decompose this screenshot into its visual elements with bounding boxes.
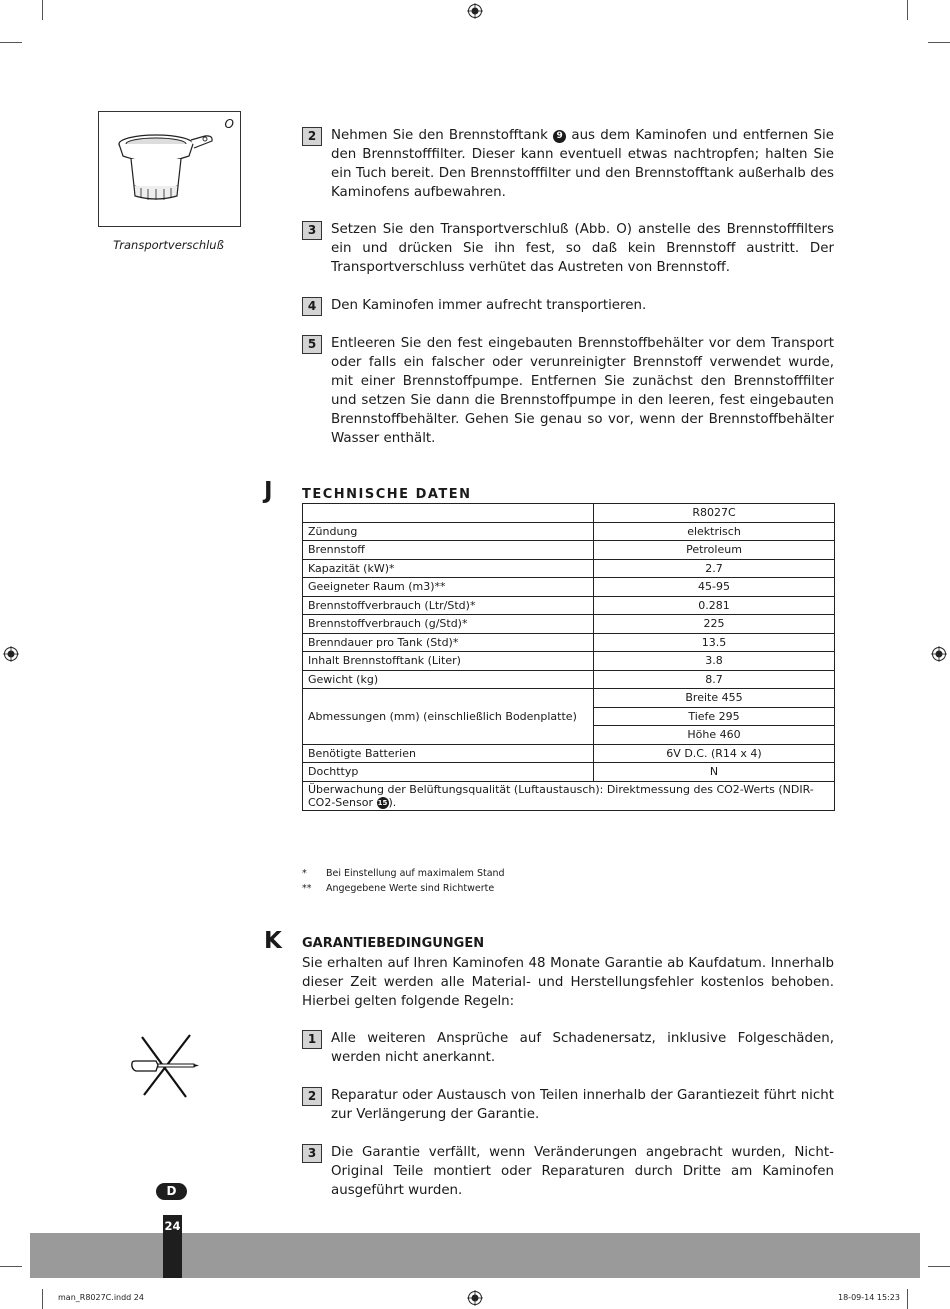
crop-mark [907, 0, 908, 20]
row-value: N [594, 763, 835, 782]
row-label: Brennstoffverbrauch (Ltr/Std)* [303, 596, 594, 615]
crop-mark [0, 1266, 22, 1267]
footer-file: man_R8027C.indd 24 [58, 1293, 144, 1302]
table-row [303, 541, 835, 560]
spec-table [302, 503, 835, 811]
transport-cap-illustration [117, 126, 217, 216]
step-number: 1 [302, 1030, 322, 1049]
row-value: 45-95 [594, 578, 835, 597]
step-number: 4 [302, 297, 322, 316]
part-ref-badge: 9 [553, 130, 566, 143]
crop-mark [928, 42, 950, 43]
page-number-tab [163, 1215, 182, 1278]
table-row [303, 504, 835, 523]
row-value: 225 [594, 615, 835, 634]
table-row [303, 559, 835, 578]
step-text: Die Garantie verfällt, wenn Veränderungen angebracht wurden, Nicht-Original Teile montiert oder Reparaturen durch Dritte am Kaminofen ausgeführt wurden. [331, 1145, 834, 1198]
crop-mark [0, 42, 22, 43]
step-number: 2 [302, 127, 322, 146]
table-row [303, 633, 835, 652]
step-text: Entleeren Sie den fest eingebauten Brennstoffbehälter vor dem Transport oder falls ein falscher oder verunreinigter Brennstoff verwendet wurde, mit einer Brennstoffpumpe. Entfernen Sie zunächst den Brennstofffilter und setzen Sie dann die Brennstoffpumpe in den leeren, fest eingebauten Brennstoffbehälter. Gehen Sie genau so vor, wenn der Brennstoffbehälter Wasser enthält. [331, 336, 834, 446]
section-letter: K [264, 928, 282, 954]
row-value: Tiefe 295 [594, 707, 835, 726]
registration-mark-icon [467, 1290, 483, 1306]
table-row [303, 781, 835, 810]
row-value: elektrisch [594, 522, 835, 541]
table-note: Überwachung der Belüftungsqualität (Luftaustausch): Direktmessung des CO2-Werts (NDIR-CO2-Sensor 15). [303, 781, 835, 810]
row-value: 3.8 [594, 652, 835, 671]
table-row [303, 615, 835, 634]
page-number: 24 [164, 1219, 181, 1233]
registration-mark-icon [467, 3, 483, 19]
step-text: Alle weiteren Ansprüche auf Schadenersatz, inklusive Folgeschäden, werden nicht anerkannt. [331, 1031, 834, 1065]
no-screwdriver-icon [128, 1033, 202, 1101]
row-value: 2.7 [594, 559, 835, 578]
footnote: * Bei Einstellung auf maximalem Stand [302, 868, 505, 879]
table-cell [303, 504, 594, 523]
row-label: Brennstoff [303, 541, 594, 560]
section-title: TECHNISCHE DATEN [302, 487, 472, 502]
step-text: Den Kaminofen immer aufrecht transportieren. [331, 298, 647, 313]
row-value: 6V D.C. (R14 x 4) [594, 744, 835, 763]
row-label: Abmessungen (mm) (einschließlich Bodenplatte) [303, 689, 594, 745]
footer-date: 18-09-14 15:23 [838, 1293, 900, 1302]
row-value: 0.281 [594, 596, 835, 615]
row-label: Kapazität (kW)* [303, 559, 594, 578]
row-label: Benötigte Batterien [303, 744, 594, 763]
model-header: R8027C [594, 504, 835, 523]
step-number: 3 [302, 221, 322, 240]
figure-caption: Transportverschluß [113, 238, 224, 252]
language-badge: D [156, 1183, 187, 1200]
step-text: Setzen Sie den Transportverschluß (Abb. O) anstelle des Brennstofffilters ein und drücken Sie ihn fest, so daß kein Brennstoff austritt. Der Transportverschluss verhütet das Austreten von Brennstoff. [331, 222, 834, 275]
table-row [303, 522, 835, 541]
table-row [303, 578, 835, 597]
row-value: 13.5 [594, 633, 835, 652]
row-value: 8.7 [594, 670, 835, 689]
section-letter: J [264, 478, 273, 504]
section-intro: Sie erhalten auf Ihren Kaminofen 48 Monate Garantie ab Kaufdatum. Innerhalb dieser Zeit werden alle Material- und Herstellungsfehler kostenlos behoben. Hierbei gelten folgende Regeln: [302, 956, 834, 1009]
table-row [303, 744, 835, 763]
row-label: Gewicht (kg) [303, 670, 594, 689]
table-row [303, 596, 835, 615]
row-value: Breite 455 [594, 689, 835, 708]
step-text: Reparatur oder Austausch von Teilen innerhalb der Garantiezeit führt nicht zur Verlängerung der Garantie. [331, 1088, 834, 1122]
crop-mark [42, 0, 43, 20]
row-value: Petroleum [594, 541, 835, 560]
row-label: Inhalt Brennstofftank (Liter) [303, 652, 594, 671]
step-number: 5 [302, 335, 322, 354]
table-row [303, 763, 835, 782]
table-row [303, 670, 835, 689]
part-ref-badge: 15 [377, 798, 388, 807]
crop-mark [907, 1289, 908, 1309]
step-number: 2 [302, 1087, 322, 1106]
figure-letter: O [224, 117, 234, 131]
row-value: Höhe 460 [594, 726, 835, 745]
step-text: Nehmen Sie den Brennstofftank 9 aus dem Kaminofen und entfernen Sie den Brennstofffilter. Dieser kann eventuell etwas nachtropfen; halten Sie ein Tuch bereit. Den Brennstofffilter und den Brennstofftank außerhalb des Kaminofens aufbewahren. [331, 128, 834, 200]
crop-mark [928, 1266, 950, 1267]
table-row [303, 689, 835, 708]
figure-o-frame [98, 111, 241, 227]
row-label: Brenndauer pro Tank (Std)* [303, 633, 594, 652]
crop-mark [42, 1289, 43, 1309]
registration-mark-icon [931, 646, 947, 662]
row-label: Dochttyp [303, 763, 594, 782]
row-label: Geeigneter Raum (m3)** [303, 578, 594, 597]
step-number: 3 [302, 1144, 322, 1163]
registration-mark-icon [3, 646, 19, 662]
section-title: GARANTIEBEDINGUNGEN [302, 936, 485, 951]
row-label: Zündung [303, 522, 594, 541]
table-row [303, 652, 835, 671]
footnote: ** Angegebene Werte sind Richtwerte [302, 883, 495, 894]
row-label: Brennstoffverbrauch (g/Std)* [303, 615, 594, 634]
